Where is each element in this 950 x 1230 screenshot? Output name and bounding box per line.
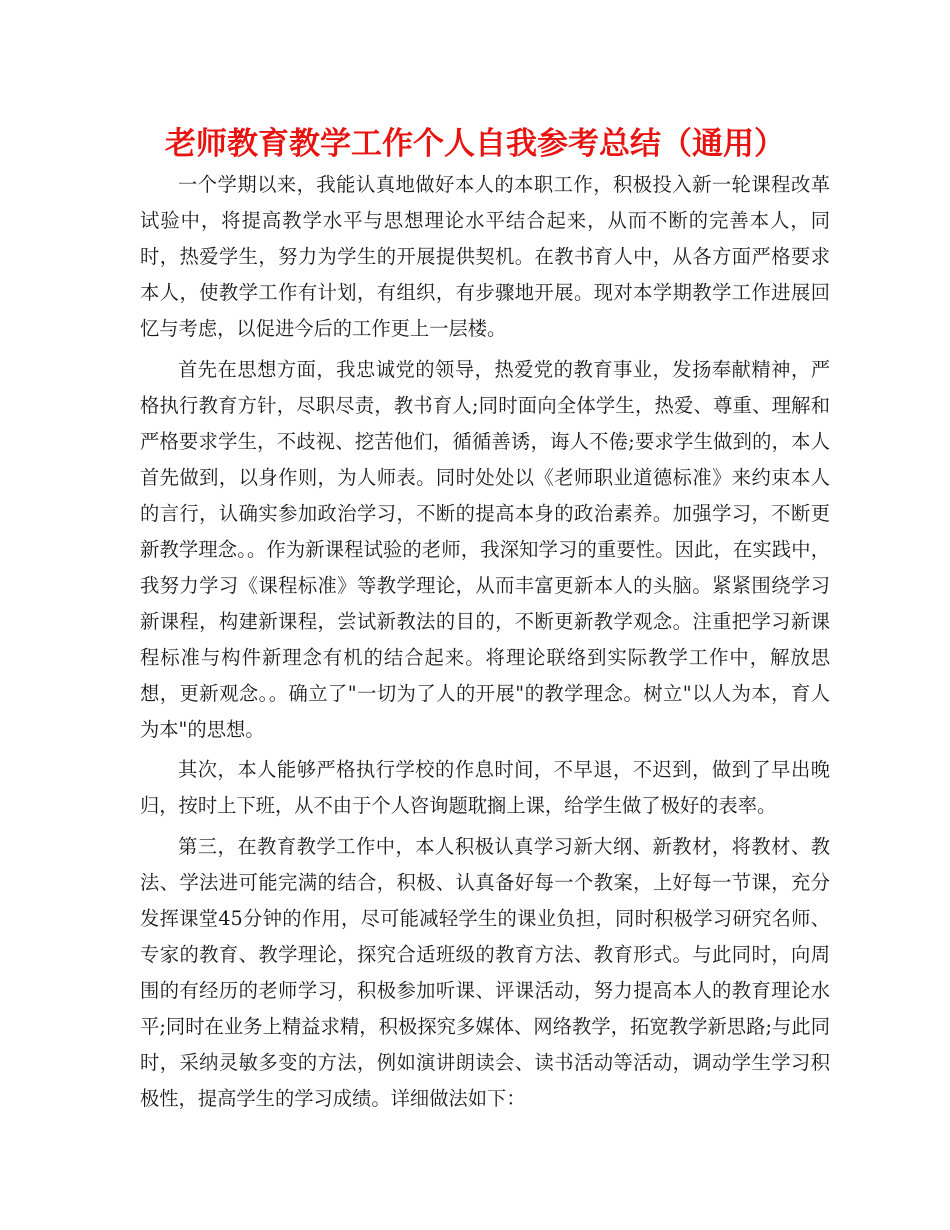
paragraph-intro: 一个学期以来，我能认真地做好本人的本职工作，积极投入新一轮课程改革试验中，将提高教学水平与思想理论水平结合起来，从而不断的完善本人，同时，热爱学生，努力为学生的开展提供契机。在教书育人中，从各方面严格要求本人，使教学工作有计划，有组织，有步骤地开展。现对本学期教学工作进展回忆与考虑，以促进今后的工作更上一层楼。 [140,173,830,340]
document-title: 老师教育教学工作个人自我参考总结（通用） [165,126,785,162]
paragraph-ideology: 首先在思想方面，我忠诚党的领导，热爱党的教育事业，发扬奉献精神，严格执行教育方针，尽职尽责，教书育人;同时面向全体学生，热爱、尊重、理解和严格要求学生，不歧视、挖苦他们，循循善诱，诲人不倦;要求学生做到的，本人首先做到，以身作则，为人师表。同时处处以《老师职业道德标准》来约束本人的言行，认确实参加政治学习，不断的提高本身的政治素养。加强学习，不断更新教学理念。。作为新课程试验的老师，我深知学习的重要性。因此，在实践中，我努力学习《课程标准》等教学理论，从而丰富更新本人的头脑。紧紧围绕学习新课程，构建新课程，尝试新教法的目的，不断更新教学观念。注重把学习新课程标准与构件新理念有机的结合起来。将理论联络到实际教学工作中，解放思想，更新观念。。确立了"一切为了人的开展"的教学理念。树立"以人为本，育人为本"的思想。 [140,357,830,741]
paragraph-teaching: 第三，在教育教学工作中，本人积极认真学习新大纲、新教材，将教材、教法、学法进可能完满的结合，积极、认真备好每一个教案，上好每一节课，充分发挥课堂45分钟的作用，尽可能减轻学生的课业负担，同时积极学习研究名师、专家的教育、教学理论，探究合适班级的教育方法、教育形式。与此同时，向周围的有经历的老师学习，积极参加听课、评课活动，努力提高本人的教育理论水平;同时在业务上精益求精，积极探究多媒体、网络教学，拓宽教学新思路;与此同时，采纳灵敏多变的方法，例如演讲朗读会、读书活动等活动，调动学生学习积极性，提高学生的学习成绩。详细做法如下： [140,834,830,1110]
document-body [140,167,830,1121]
paragraph-discipline: 其次，本人能够严格执行学校的作息时间，不早退，不迟到，做到了早出晚归，按时上下班，从不由于个人咨询题耽搁上课，给学生做了极好的表率。 [140,758,830,817]
